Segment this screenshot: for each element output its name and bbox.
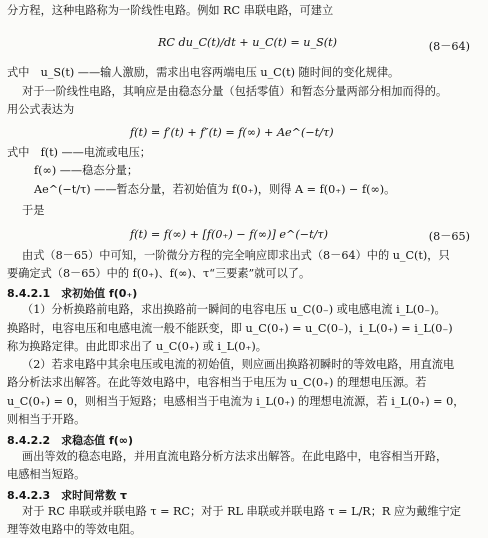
equation-8-64 [158,36,337,50]
paragraph-line: f(∞) ——稳态分量； [34,164,139,177]
paragraph-line: 换路时，电容电压和电感电流一般不能跃变，即 u_C(0₊) = u_C(0₋)，i_L(0₊) = i_L(0₋) [7,322,453,335]
paragraph-line: 则相当于开路。 [7,413,86,426]
equation-response: f(t) = f′(t) + f″(t) = f(∞) + Ae^(−t/τ) [130,126,334,139]
section-heading: 8.4.2.3 求时间常数 τ [7,489,128,502]
equation-number-8-65: (8－65) [428,230,470,243]
paragraph-line: 对于一阶线性电路，其响应是由稳态分量（包括零值）和暂态分量两部分相加而得的。 [22,85,448,98]
paragraph-line: 理等效电路中的等效电阻。 [7,523,142,536]
paragraph-line: 要确定式（8－65）中的 f(0₊)、f(∞)、τ“三要素”就可以了。 [7,267,311,280]
paragraph-line: 称为换路定律。由此即求出了 u_C(0₊) 或 i_L(0₊)。 [7,340,267,353]
paragraph-line: Ae^(−t/τ) ——暂态分量，若初始值为 f(0₊)，则得 A = f(0₊) − f(∞)。 [34,183,396,196]
paragraph-line: 分方程，这种电路称为一阶线性电路。例如 RC 串联电路，可建立 [7,4,334,17]
paragraph-line: 式中 f(t) ——电流或电压； [7,146,151,159]
paragraph-line: u_C(0₊) = 0，则相当于短路；电感相当于电流为 i_L(0₊) 的理想电流源，若 i_L(0₊) = 0， [7,395,465,408]
paragraph-line: 画出等效的稳态电路，并用直流电路分析方法求出解答。在此电路中，电容相当开路， [22,450,448,463]
paragraph-line: （1）分析换路前电路，求出换路前一瞬间的电容电压 u_C(0₋) 或电感电流 i_L(0₋)。 [22,303,446,316]
section-heading: 8.4.2.2 求稳态值 f(∞) [7,434,133,447]
paragraph-line: 对于 RC 串联或并联电路 τ = RC；对于 RL 串联或并联电路 τ = L/R；R 应为戴维宁定 [22,505,461,518]
paragraph-line: （2）若求电路中其余电压或电流的初始值，则应画出换路初瞬时的等效电路，用直流电 [22,358,455,371]
equation-8-65: f(t) = f(∞) + [f(0₊) − f(∞)] e^(−t/τ) [130,228,328,241]
paragraph-line: 由式（8－65）中可知，一阶微分方程的完全响应即求出式（8－64）中的 u_C(t)，只 [22,249,450,262]
equation-text: RC du_C(t)/dt + u_C(t) = u_S(t) [158,36,337,49]
section-heading: 8.4.2.1 求初始值 f(0₊) [7,287,138,300]
paragraph-line: 路分析法求出解答。在此等效电路中，电容相当于电压为 u_C(0₊) 的理想电压源。若 [7,376,427,389]
paragraph-line: 于是 [22,204,45,217]
paragraph-line: 用公式表达为 [7,103,75,116]
paragraph-line: 电感相当短路。 [7,468,86,481]
paragraph-line: 式中 u_S(t) ——输人激励，需求出电容两端电压 u_C(t) 随时间的变化规律。 [7,66,400,79]
equation-number-8-64: (8－64) [428,40,470,53]
